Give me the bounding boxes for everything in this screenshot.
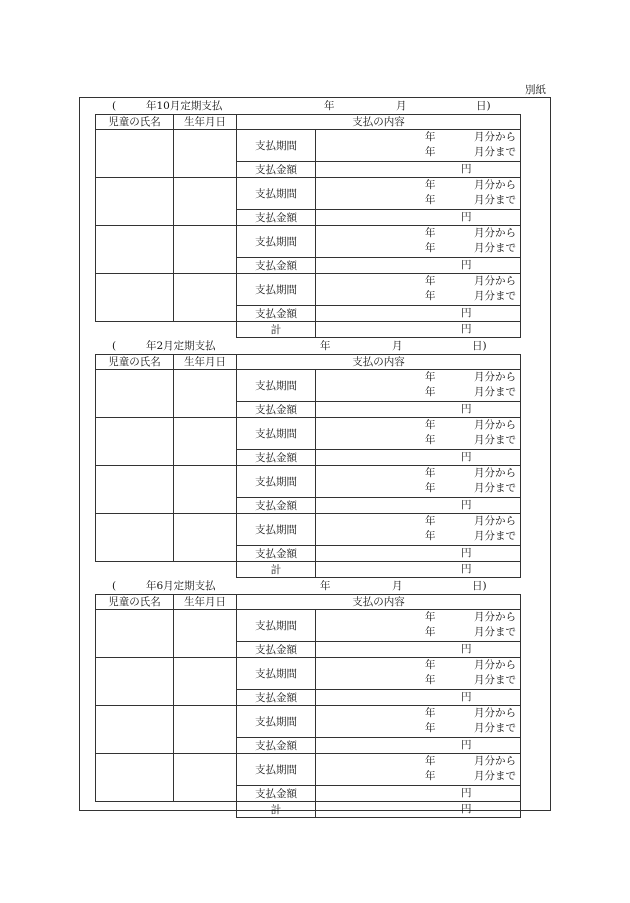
year-label: 年	[425, 179, 436, 191]
yen-label: 円	[461, 307, 472, 319]
period-label: 支払期間	[237, 466, 316, 498]
period-label: 支払期間	[237, 658, 316, 690]
to-label: 月分まで	[474, 434, 516, 446]
child-name-cell[interactable]	[96, 610, 174, 658]
year-label: 年	[425, 131, 436, 143]
section-heading	[80, 578, 550, 594]
birth-date-cell[interactable]	[174, 130, 237, 178]
year-label: 年	[425, 419, 436, 431]
amount-value[interactable]	[316, 642, 520, 657]
to-label: 月分まで	[474, 674, 516, 686]
child-name-cell[interactable]	[96, 226, 174, 274]
period-label: 支払期間	[237, 706, 316, 738]
header-child-name: 児童の氏名	[96, 115, 174, 130]
from-label: 月分から	[474, 227, 516, 239]
yen-label: 円	[461, 451, 472, 463]
total-value[interactable]	[316, 322, 520, 337]
year-label: 年	[425, 146, 436, 158]
total-label: 計	[237, 322, 316, 338]
payment-section-2	[80, 338, 550, 578]
amount-value[interactable]	[316, 738, 520, 753]
birth-date-cell[interactable]	[174, 226, 237, 274]
year-label: 年	[425, 386, 436, 398]
date-day: 日)	[472, 580, 487, 592]
year-label: 年	[425, 626, 436, 638]
paren-open: (	[112, 100, 117, 112]
period-label: 支払期間	[237, 130, 316, 162]
child-name-cell[interactable]	[96, 130, 174, 178]
to-label: 月分まで	[474, 530, 516, 542]
yen-label: 円	[461, 259, 472, 271]
year-label: 年	[425, 515, 436, 527]
yen-label: 円	[461, 163, 472, 175]
year-label: 年	[425, 275, 436, 287]
yen-label: 円	[461, 403, 472, 415]
year-label: 年	[425, 722, 436, 734]
yen-label: 円	[461, 211, 472, 223]
header-child-name: 児童の氏名	[96, 595, 174, 610]
year-label: 年	[425, 770, 436, 782]
yen-label: 円	[461, 691, 472, 703]
yen-label: 円	[461, 643, 472, 655]
payment-section-3	[80, 578, 550, 818]
total-label: 計	[237, 802, 316, 818]
amount-label: 支払金額	[237, 402, 316, 418]
year-label: 年	[425, 434, 436, 446]
section-title: 年10月定期支払	[146, 100, 223, 112]
yen-label: 円	[461, 323, 472, 335]
section-title: 年6月定期支払	[146, 580, 216, 592]
to-label: 月分まで	[474, 626, 516, 638]
from-label: 月分から	[474, 611, 516, 623]
period-value[interactable]	[316, 178, 520, 209]
from-label: 月分から	[474, 275, 516, 287]
year-label: 年	[425, 290, 436, 302]
year-label: 年	[425, 194, 436, 206]
to-label: 月分まで	[474, 146, 516, 158]
birth-date-cell[interactable]	[174, 466, 237, 514]
header-payment-detail: 支払の内容	[237, 595, 521, 610]
birth-date-cell[interactable]	[174, 658, 237, 706]
from-label: 月分から	[474, 707, 516, 719]
birth-date-cell[interactable]	[174, 706, 237, 754]
to-label: 月分まで	[474, 770, 516, 782]
header-child-name: 児童の氏名	[96, 355, 174, 370]
amount-label: 支払金額	[237, 642, 316, 658]
sheet-label: 別紙	[525, 84, 546, 96]
header-birth-date: 生年月日	[174, 595, 237, 610]
date-day: 日)	[472, 340, 487, 352]
period-value[interactable]	[316, 370, 520, 401]
amount-value[interactable]	[316, 450, 520, 465]
period-value[interactable]	[316, 418, 520, 449]
child-name-cell[interactable]	[96, 754, 174, 802]
payment-table	[95, 354, 521, 578]
period-value[interactable]	[316, 514, 520, 545]
header-payment-detail: 支払の内容	[237, 355, 521, 370]
period-value[interactable]	[316, 706, 520, 737]
to-label: 月分まで	[474, 386, 516, 398]
from-label: 月分から	[474, 755, 516, 767]
date-year: 年	[320, 340, 331, 352]
child-name-cell[interactable]	[96, 178, 174, 226]
birth-date-cell[interactable]	[174, 754, 237, 802]
child-name-cell[interactable]	[96, 370, 174, 418]
year-label: 年	[425, 227, 436, 239]
from-label: 月分から	[474, 131, 516, 143]
amount-label: 支払金額	[237, 306, 316, 322]
period-label: 支払期間	[237, 610, 316, 642]
year-label: 年	[425, 371, 436, 383]
year-label: 年	[425, 467, 436, 479]
total-label: 計	[237, 562, 316, 578]
period-label: 支払期間	[237, 226, 316, 258]
birth-date-cell[interactable]	[174, 418, 237, 466]
to-label: 月分まで	[474, 722, 516, 734]
period-label: 支払期間	[237, 370, 316, 402]
from-label: 月分から	[474, 659, 516, 671]
date-day: 日)	[476, 100, 491, 112]
paren-open: (	[112, 340, 117, 352]
period-value[interactable]	[316, 610, 520, 641]
date-year: 年	[324, 100, 335, 112]
payment-section-1	[80, 98, 550, 338]
section-heading	[80, 98, 550, 114]
birth-date-cell[interactable]	[174, 610, 237, 658]
amount-value[interactable]	[316, 210, 520, 225]
amount-value[interactable]	[316, 402, 520, 417]
period-value[interactable]	[316, 466, 520, 497]
header-payment-detail: 支払の内容	[237, 115, 521, 130]
to-label: 月分まで	[474, 242, 516, 254]
period-label: 支払期間	[237, 754, 316, 786]
paren-open: (	[112, 580, 117, 592]
year-label: 年	[425, 482, 436, 494]
child-name-cell[interactable]	[96, 706, 174, 754]
amount-label: 支払金額	[237, 546, 316, 562]
year-label: 年	[425, 707, 436, 719]
payment-table	[95, 114, 521, 338]
amount-value[interactable]	[316, 162, 520, 177]
child-name-cell[interactable]	[96, 274, 174, 322]
yen-label: 円	[461, 787, 472, 799]
year-label: 年	[425, 242, 436, 254]
amount-label: 支払金額	[237, 450, 316, 466]
payment-form-frame	[79, 97, 551, 816]
from-label: 月分から	[474, 419, 516, 431]
year-label: 年	[425, 611, 436, 623]
amount-value[interactable]	[316, 498, 520, 513]
yen-label: 円	[461, 563, 472, 575]
section-heading	[80, 338, 550, 354]
amount-value[interactable]	[316, 306, 520, 321]
period-label: 支払期間	[237, 178, 316, 210]
to-label: 月分まで	[474, 290, 516, 302]
header-birth-date: 生年月日	[174, 355, 237, 370]
amount-label: 支払金額	[237, 498, 316, 514]
amount-value[interactable]	[316, 546, 520, 561]
date-month: 月	[396, 100, 407, 112]
child-name-cell[interactable]	[96, 514, 174, 562]
amount-label: 支払金額	[237, 162, 316, 178]
to-label: 月分まで	[474, 194, 516, 206]
child-name-cell[interactable]	[96, 418, 174, 466]
amount-label: 支払金額	[237, 210, 316, 226]
amount-value[interactable]	[316, 690, 520, 705]
amount-value[interactable]	[316, 258, 520, 273]
year-label: 年	[425, 674, 436, 686]
amount-label: 支払金額	[237, 258, 316, 274]
payment-table	[95, 594, 521, 818]
period-value[interactable]	[316, 658, 520, 689]
amount-value[interactable]	[316, 786, 520, 801]
amount-label: 支払金額	[237, 690, 316, 706]
period-label: 支払期間	[237, 418, 316, 450]
yen-label: 円	[461, 547, 472, 559]
date-month: 月	[392, 580, 403, 592]
child-name-cell[interactable]	[96, 658, 174, 706]
birth-date-cell[interactable]	[174, 370, 237, 418]
from-label: 月分から	[474, 371, 516, 383]
year-label: 年	[425, 530, 436, 542]
amount-label: 支払金額	[237, 738, 316, 754]
period-value[interactable]	[316, 274, 520, 305]
period-value[interactable]	[316, 754, 520, 785]
from-label: 月分から	[474, 467, 516, 479]
birth-date-cell[interactable]	[174, 274, 237, 322]
birth-date-cell[interactable]	[174, 514, 237, 562]
period-value[interactable]	[316, 130, 520, 161]
total-value[interactable]	[316, 802, 520, 817]
date-month: 月	[392, 340, 403, 352]
year-label: 年	[425, 755, 436, 767]
period-label: 支払期間	[237, 514, 316, 546]
child-name-cell[interactable]	[96, 466, 174, 514]
section-title: 年2月定期支払	[146, 340, 216, 352]
yen-label: 円	[461, 739, 472, 751]
date-year: 年	[320, 580, 331, 592]
period-label: 支払期間	[237, 274, 316, 306]
header-birth-date: 生年月日	[174, 115, 237, 130]
period-value[interactable]	[316, 226, 520, 257]
yen-label: 円	[461, 499, 472, 511]
year-label: 年	[425, 659, 436, 671]
amount-label: 支払金額	[237, 786, 316, 802]
yen-label: 円	[461, 803, 472, 815]
total-value[interactable]	[316, 562, 520, 577]
from-label: 月分から	[474, 515, 516, 527]
from-label: 月分から	[474, 179, 516, 191]
birth-date-cell[interactable]	[174, 178, 237, 226]
to-label: 月分まで	[474, 482, 516, 494]
